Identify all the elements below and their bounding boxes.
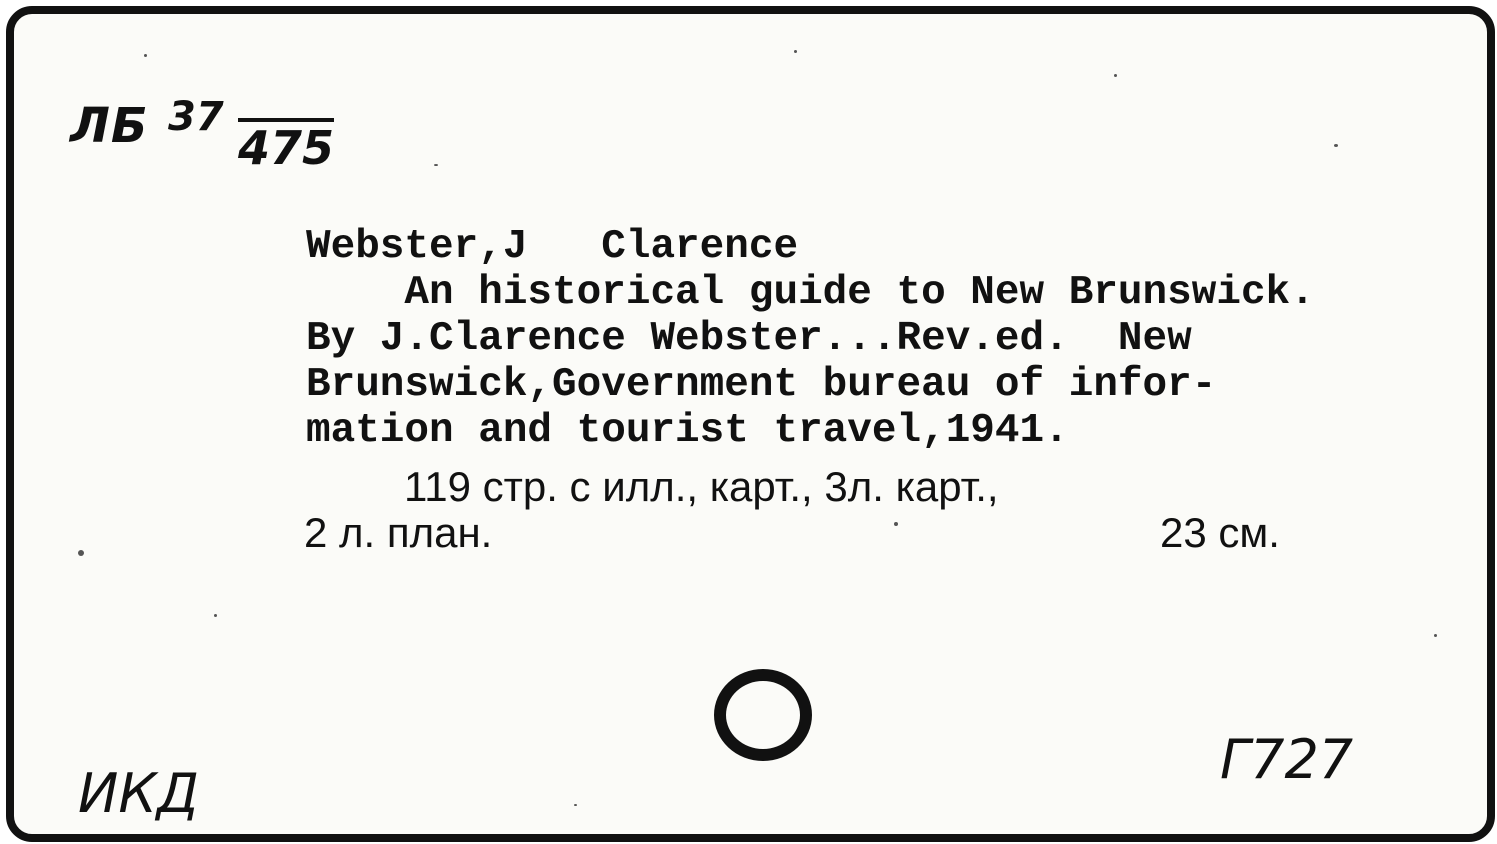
description-line: Brunswick,Government bureau of infor-	[306, 362, 1217, 408]
speck	[1114, 74, 1117, 77]
speck	[794, 50, 797, 53]
speck	[574, 804, 577, 806]
title-line: An historical guide to New Brunswick.	[306, 270, 1315, 316]
speck	[894, 522, 898, 526]
shelf-mark-denominator: 475	[238, 118, 334, 174]
speck	[78, 550, 84, 556]
department-stamp: ИКД	[78, 762, 199, 825]
collation-line: 2 л. план.	[304, 509, 493, 556]
catalog-card	[6, 6, 1495, 842]
punch-hole	[714, 669, 812, 761]
speck	[1434, 634, 1437, 637]
collation-line: 119 стр. с илл., карт., 3л. карт.,	[404, 463, 999, 510]
shelf-mark-prefix: ЛБ	[70, 98, 149, 154]
description-line: mation and tourist travel,1941.	[306, 408, 1069, 454]
speck	[144, 54, 147, 57]
inventory-number: Г727	[1220, 728, 1354, 791]
speck	[434, 164, 438, 166]
shelf-mark-numerator: 37	[168, 94, 224, 140]
speck	[1334, 144, 1338, 147]
author-heading: Webster,J Clarence	[306, 224, 799, 270]
speck	[214, 614, 217, 617]
size-note: 23 см.	[1160, 509, 1280, 556]
description-line: By J.Clarence Webster...Rev.ed. New	[306, 316, 1192, 362]
